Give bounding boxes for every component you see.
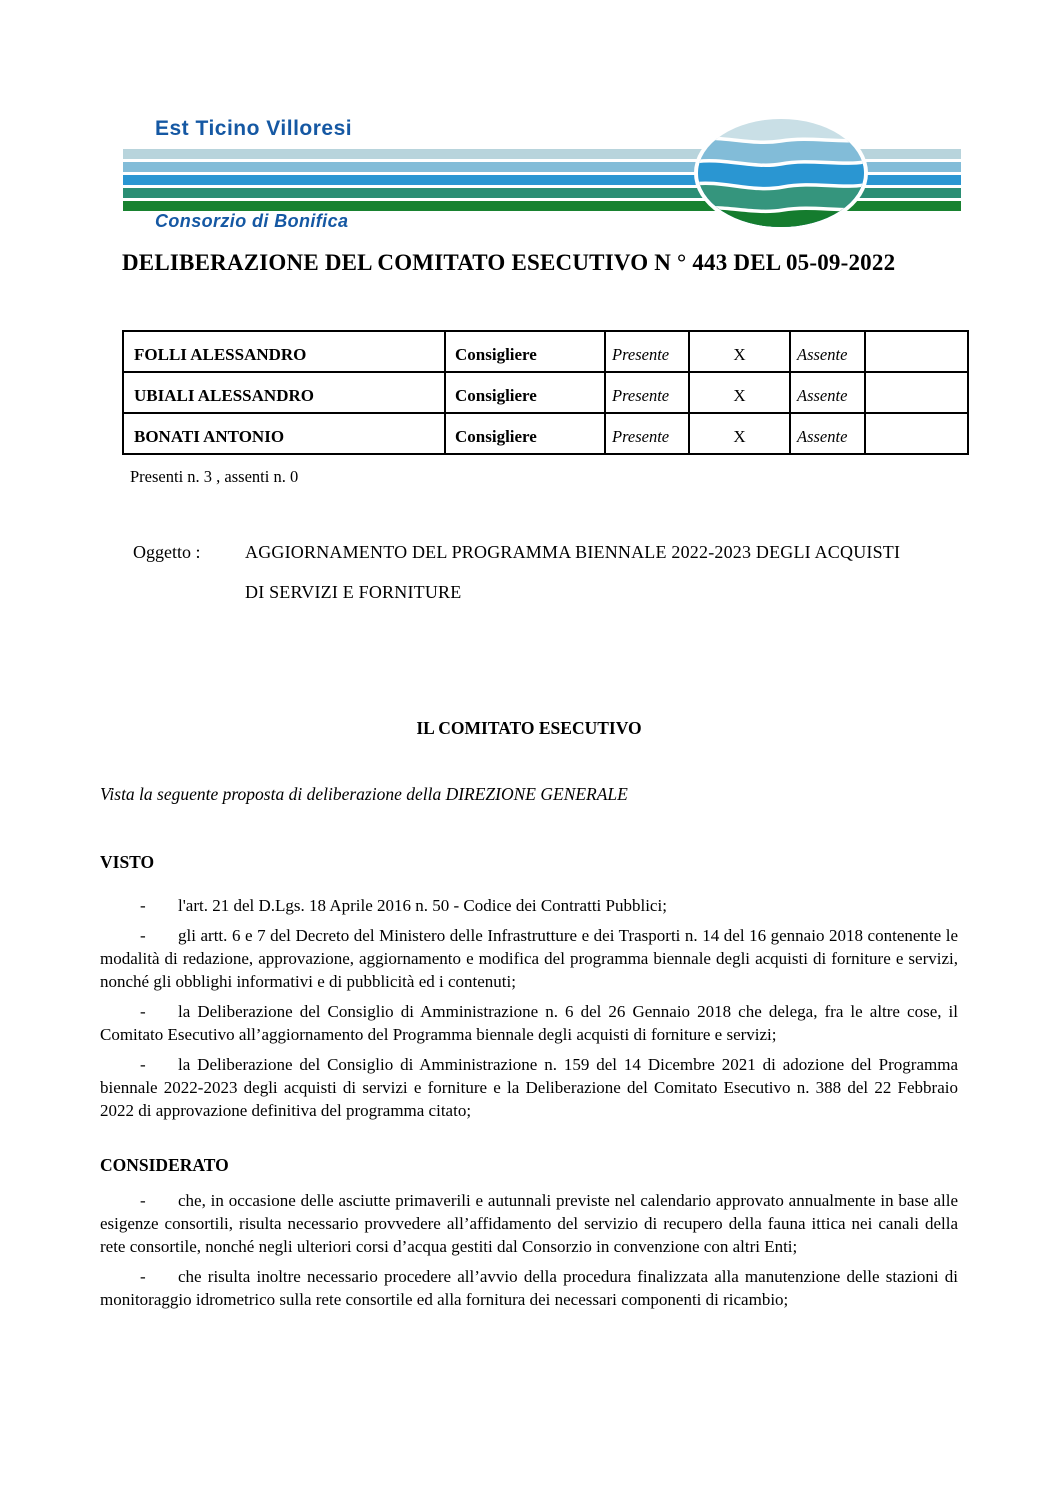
list-item — [100, 1189, 958, 1258]
present-label: Presente — [605, 372, 689, 413]
list-item-text: l'art. 21 del D.Lgs. 18 Aprile 2016 n. 50 - Codice dei Contratti Pubblici; — [178, 896, 667, 915]
table-row — [123, 372, 968, 413]
absent-label: Assente — [790, 413, 865, 454]
member-role: Consigliere — [445, 372, 605, 413]
list-bullet: - — [140, 1055, 146, 1074]
list-bullet: - — [140, 926, 146, 945]
present-mark: X — [689, 331, 790, 372]
list-bullet: - — [140, 1267, 146, 1286]
absent-mark — [865, 372, 968, 413]
subject-text — [245, 532, 900, 612]
visto-heading: VISTO — [100, 852, 155, 872]
brand-subtitle-text: Consorzio di Bonifica — [155, 211, 349, 231]
table-row — [123, 413, 968, 454]
subject-line-1: AGGIORNAMENTO DEL PROGRAMMA BIENNALE 2022-2023 DEGLI ACQUISTI — [245, 542, 901, 562]
member-role: Consigliere — [445, 413, 605, 454]
list-item-text: gli artt. 6 e 7 del Decreto del Ministero delle Infrastrutture e dei Trasporti n. 14 del 16 gennaio 2018 contenente le modalità di redazione, approvazione, aggiornamento e modifica del programma biennale degli acquisti di forniture e servizi, nonché gli obblighi informativi e di pubblicità ed i contenuti; — [100, 926, 958, 991]
attendance-table — [122, 330, 969, 455]
member-role: Consigliere — [445, 331, 605, 372]
absent-mark — [865, 331, 968, 372]
list-bullet: - — [140, 1002, 146, 1021]
absent-label: Assente — [790, 331, 865, 372]
list-item — [100, 924, 958, 993]
list-bullet: - — [140, 1191, 146, 1210]
attendance-summary: Presenti n. 3 , assenti n. 0 — [130, 467, 299, 486]
brand-name-text: Est Ticino Villoresi — [155, 117, 353, 140]
member-name: FOLLI ALESSANDRO — [123, 331, 445, 372]
present-mark: X — [689, 372, 790, 413]
list-item-text: che risulta inoltre necessario procedere all’avvio della procedura finalizzata alla manutenzione delle stazioni di monitoraggio idrometrico sulla rete consortile ed alla fornitura dei necessari componenti di ricambio; — [100, 1267, 958, 1309]
body-text — [100, 894, 958, 1311]
member-name: BONATI ANTONIO — [123, 413, 445, 454]
absent-mark — [865, 413, 968, 454]
list-item-text: la Deliberazione del Consiglio di Amministrazione n. 6 del 26 Gennaio 2018 che delega, fra le altre cose, il Comitato Esecutivo all’aggiornamento del Programma biennale degli acquisti di forniture e servizi; — [100, 1002, 958, 1044]
list-item — [100, 1053, 958, 1122]
present-mark: X — [689, 413, 790, 454]
list-item-text: la Deliberazione del Consiglio di Amministrazione n. 159 del 14 Dicembre 2021 di adozione del Programma biennale 2022-2023 degli acquisti di servizi e forniture e la Deliberazione del Comitato Esecutivo n. 388 del 22 Febbraio 2022 di approvazione definitiva del programma citato; — [100, 1055, 958, 1120]
document-title: DELIBERAZIONE DEL COMITATO ESECUTIVO N ° 443 DEL 05-09-2022 — [122, 250, 896, 275]
member-name: UBIALI ALESSANDRO — [123, 372, 445, 413]
consortium-logo-icon — [693, 114, 869, 232]
committee-heading: IL COMITATO ESECUTIVO — [416, 718, 642, 738]
considerato-heading: CONSIDERATO — [100, 1155, 229, 1175]
list-item — [100, 1000, 958, 1046]
subject-line-2: DI SERVIZI E FORNITURE — [245, 582, 462, 602]
present-label: Presente — [605, 413, 689, 454]
subject-block — [133, 532, 900, 612]
proposal-line: Vista la seguente proposta di deliberazione della DIREZIONE GENERALE — [100, 784, 628, 804]
subject-label: Oggetto : — [133, 542, 201, 562]
list-item — [100, 1265, 958, 1311]
absent-label: Assente — [790, 372, 865, 413]
list-item-text: che, in occasione delle asciutte primaverili e autunnali previste nel calendario approvato annualmente in base alle esigenze consortili, risulta necessario provvedere all’affidamento del servizio di recupero della fauna ittica nei canali della rete consortile, nonché negli ulteriori corsi d’acqua gestiti dal Consorzio in convenzione con altri Enti; — [100, 1191, 958, 1256]
present-label: Presente — [605, 331, 689, 372]
list-item — [100, 894, 958, 917]
list-bullet: - — [140, 896, 146, 915]
table-row — [123, 331, 968, 372]
